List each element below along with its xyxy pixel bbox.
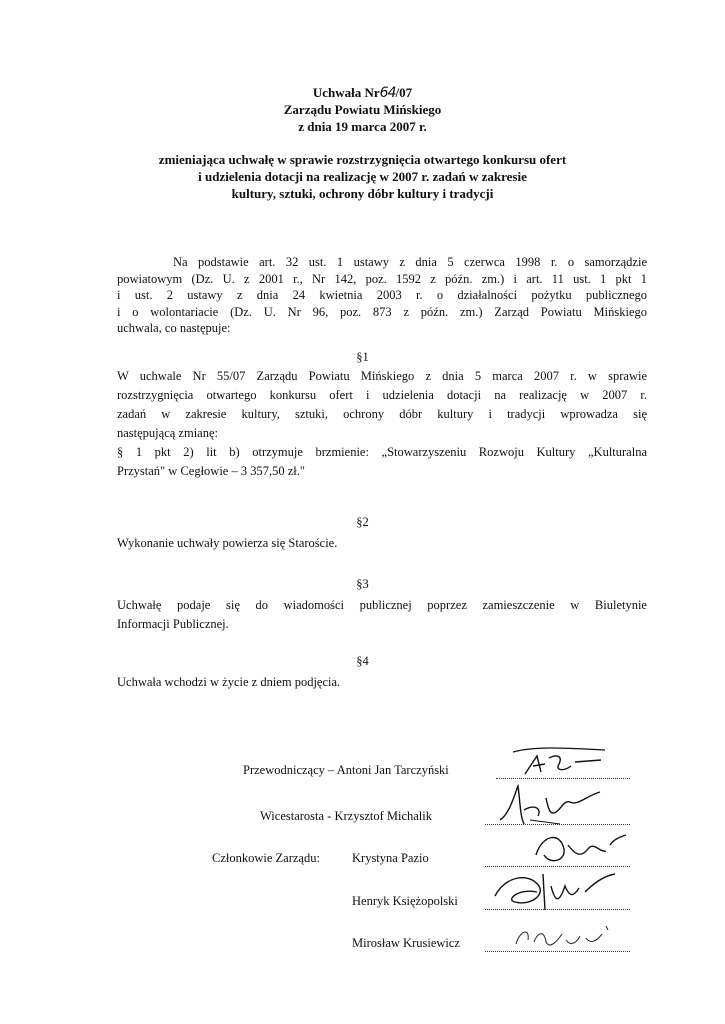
section-1-body	[117, 367, 647, 481]
signature-scribble-chair	[505, 744, 615, 780]
signature-chair-label: Przewodniczący – Antoni Jan Tarczyński	[243, 763, 449, 777]
section-mark-4: §4	[356, 654, 369, 668]
section-1-line: zadań w zakresie kultury, sztuki, ochrony dóbr kultury i tradycji wprowadza się	[117, 407, 647, 421]
section-1-line: następującą zmianę:	[117, 426, 218, 440]
preamble-line: uchwala, co następuje:	[117, 321, 231, 335]
signature-scribble-member2	[485, 866, 625, 916]
resolution-number-suffix: /07	[395, 85, 413, 100]
signature-member1-label: Krystyna Pazio	[352, 851, 429, 865]
preamble-line: Na podstawie art. 32 ust. 1 ustawy z dnia 5 czerwca 1998 r. o samorządzie	[173, 255, 647, 269]
resolution-date: z dnia 19 marca 2007 r.	[298, 119, 427, 134]
preamble-line: i o wolontariacie (Dz. U. Nr 96, poz. 873 z późn. zm.) Zarząd Powiatu Mińskiego	[117, 304, 647, 319]
section-3-line: Uchwałę podaje się do wiadomości publicznej poprzez zamieszczenie w Biuletynie	[117, 598, 647, 612]
section-3-body	[117, 596, 647, 634]
section-mark-2: §2	[356, 515, 369, 529]
section-3-line: Informacji Publicznej.	[117, 617, 229, 631]
section-2-line: Wykonanie uchwały powierza się Staroście.	[117, 536, 338, 550]
title-line-3: kultury, sztuki, ochrony dóbr kultury i tradycji	[231, 186, 494, 201]
section-1-line: rozstrzygnięcia otwartego konkursu ofert i udzielenia dotacji na realizację w 2007 r.	[117, 388, 647, 402]
title-line-1: zmieniająca uchwałę w sprawie rozstrzygnięcia otwartego konkursu ofert	[158, 152, 567, 167]
section-4-line: Uchwała wchodzi w życie z dniem podjęcia.	[117, 675, 341, 689]
section-1-line: § 1 pkt 2) lit b) otrzymuje brzmienie: „Stowarzyszeniu Rozwoju Kultury „Kulturalna	[117, 445, 647, 459]
preamble	[117, 254, 647, 337]
board-members-label: Członkowie Zarządu:	[212, 851, 320, 865]
signature-vice-label: Wicestarosta - Krzysztof Michalik	[260, 809, 433, 823]
issuing-body: Zarządu Powiatu Mińskiego	[283, 102, 442, 117]
resolution-number-prefix: Uchwała Nr	[312, 85, 380, 100]
resolution-number	[0, 84, 725, 102]
handwritten-number: 64	[379, 85, 396, 101]
section-1-line: Przystań" w Cegłowie – 3 357,50 zł."	[117, 464, 305, 478]
section-mark-3: §3	[356, 577, 369, 591]
title-line-2: i udzielenia dotacji na realizację w 2007 r. zadań w zakresie	[198, 169, 527, 184]
signature-scribble-member3	[510, 920, 620, 956]
section-mark-1: §1	[356, 350, 369, 364]
section-1-line: W uchwale Nr 55/07 Zarządu Powiatu Mińskiego z dnia 5 marca 2007 r. w sprawie	[117, 369, 647, 383]
signature-member2-label: Henryk Księżopolski	[352, 894, 458, 908]
preamble-line: i ust. 2 ustawy z dnia 24 kwietnia 2003 r. o działalności pożytku publicznego	[117, 288, 647, 302]
preamble-line: powiatowym (Dz. U. z 2001 r., Nr 142, poz. 1592 z późn. zm.) i art. 11 ust. 1 pkt 1	[117, 271, 647, 286]
signature-member3-label: Mirosław Krusiewicz	[352, 936, 460, 950]
